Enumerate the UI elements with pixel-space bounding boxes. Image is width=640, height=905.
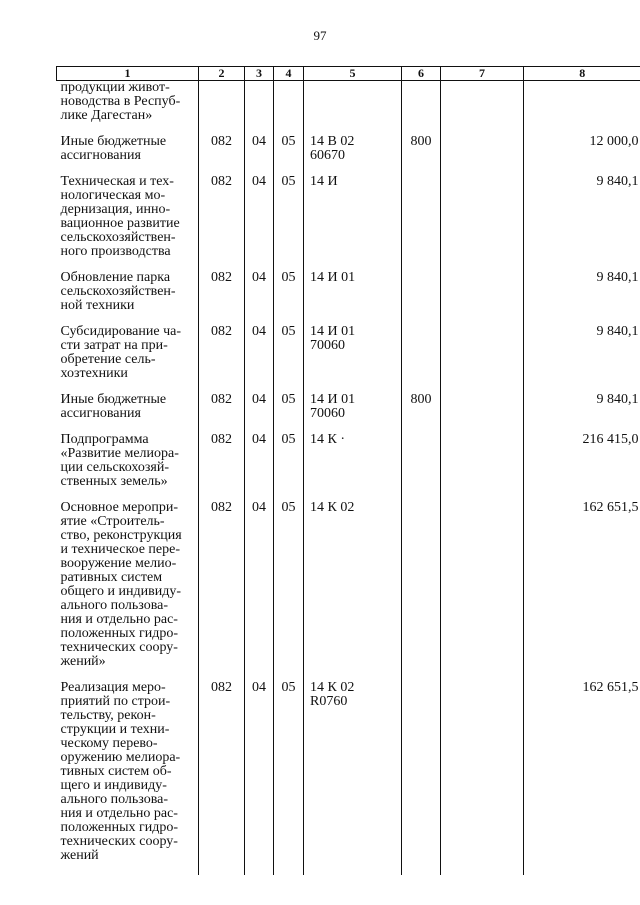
expense-type-code	[402, 433, 441, 489]
page-number: 97	[313, 28, 327, 43]
amount-value: 9 840,1	[524, 393, 640, 421]
subsection-code: 05	[274, 175, 304, 259]
column-7-value	[441, 135, 524, 163]
section-code: 04	[245, 393, 274, 421]
column-header: 1	[57, 67, 199, 81]
column-7-value	[441, 271, 524, 313]
subsection-code: 05	[274, 433, 304, 489]
spacer-cell	[274, 863, 304, 875]
target-article-code: 14 К ·	[304, 433, 402, 489]
ministry-code: 082	[199, 681, 245, 863]
spacer-cell	[402, 863, 441, 875]
spacer-cell	[402, 313, 441, 325]
table-row	[57, 681, 640, 863]
column-header: 3	[245, 67, 274, 81]
amount-value: 216 415,0	[524, 433, 640, 489]
table-row	[57, 271, 640, 313]
expense-type-code	[402, 271, 441, 313]
row-name: Иные бюджетные ассигнования	[57, 135, 199, 163]
ministry-code: 082	[199, 271, 245, 313]
spacer-cell	[402, 259, 441, 271]
subsection-code	[274, 81, 304, 124]
row-spacer	[57, 863, 640, 875]
spacer-cell	[402, 669, 441, 681]
ministry-code	[199, 81, 245, 124]
ministry-code: 082	[199, 393, 245, 421]
spacer-cell	[441, 381, 524, 393]
ministry-code: 082	[199, 325, 245, 381]
row-name: продукции живот- новодства в Респуб- лике Дагестан»	[57, 81, 199, 124]
expense-type-code	[402, 175, 441, 259]
expense-type-code	[402, 81, 441, 124]
spacer-cell	[402, 421, 441, 433]
row-name: Подпрограмма «Развитие мелиора- ции сельскохозяй- ственных земель»	[57, 433, 199, 489]
row-name: Субсидирование ча- сти затрат на при- обретение сель- хозтехники	[57, 325, 199, 381]
column-header: 7	[441, 67, 524, 81]
section-code: 04	[245, 681, 274, 863]
spacer-cell	[441, 163, 524, 175]
column-7-value	[441, 433, 524, 489]
row-name: Реализация меро- приятий по строи- тельству, рекон- струкции и техни- ческому перево- оружению мелиора- тивных систем об- щего и индивиду- ального пользова- ния и отдельно рас- положенных гидро- технических соору- жений	[57, 681, 199, 863]
column-7-value	[441, 175, 524, 259]
row-name: Основное меропри- ятие «Строитель- ство, реконструкция и техническое пере- вооружение мелио- ративных систем общего и индивиду- ального пользова- ния и отдельно рас- положенных гидро- технических соору- жений»	[57, 501, 199, 669]
section-code: 04	[245, 325, 274, 381]
spacer-cell	[441, 669, 524, 681]
spacer-cell	[441, 313, 524, 325]
header-row	[57, 67, 640, 81]
table-body	[57, 81, 640, 876]
spacer-cell	[441, 123, 524, 135]
amount-value: 9 840,1	[524, 271, 640, 313]
section-code: 04	[245, 433, 274, 489]
expense-type-code	[402, 325, 441, 381]
table-row	[57, 175, 640, 259]
expense-type-code	[402, 501, 441, 669]
target-article-code: 14 В 02 60670	[304, 135, 402, 163]
row-name: Иные бюджетные ассигнования	[57, 393, 199, 421]
subsection-code: 05	[274, 501, 304, 669]
spacer-cell	[402, 489, 441, 501]
column-7-value	[441, 325, 524, 381]
spacer-cell	[57, 863, 199, 875]
target-article-code: 14 К 02	[304, 501, 402, 669]
row-name: Техническая и тех- нологическая мо- дернизация, инно- вационное развитие сельскохозяйствен- ного производства	[57, 175, 199, 259]
amount-value: 9 840,1	[524, 175, 640, 259]
column-7-value	[441, 681, 524, 863]
spacer-cell	[524, 863, 640, 875]
target-article-code: 14 К 02 R0760	[304, 681, 402, 863]
section-code: 04	[245, 135, 274, 163]
column-7-value	[441, 81, 524, 124]
spacer-cell	[245, 863, 274, 875]
subsection-code: 05	[274, 271, 304, 313]
ministry-code: 082	[199, 135, 245, 163]
spacer-cell	[441, 421, 524, 433]
spacer-cell	[441, 489, 524, 501]
subsection-code: 05	[274, 393, 304, 421]
column-header: 5	[304, 67, 402, 81]
ministry-code: 082	[199, 175, 245, 259]
section-code: 04	[245, 271, 274, 313]
row-name: Обновление парка сельскохозяйствен- ной техники	[57, 271, 199, 313]
spacer-cell	[199, 863, 245, 875]
ministry-code: 082	[199, 501, 245, 669]
section-code: 04	[245, 501, 274, 669]
spacer-cell	[402, 163, 441, 175]
column-header: 2	[199, 67, 245, 81]
amount-value	[524, 81, 640, 124]
column-header: 8	[524, 67, 640, 81]
ministry-code: 082	[199, 433, 245, 489]
subsection-code: 05	[274, 325, 304, 381]
column-header: 4	[274, 67, 304, 81]
section-code	[245, 81, 274, 124]
table-row	[57, 501, 640, 669]
subsection-code: 05	[274, 681, 304, 863]
table-row	[57, 393, 640, 421]
target-article-code: 14 И 01	[304, 271, 402, 313]
target-article-code: 14 И	[304, 175, 402, 259]
expense-type-code: 800	[402, 135, 441, 163]
amount-value: 162 651,5	[524, 501, 640, 669]
expense-type-code	[402, 681, 441, 863]
column-header: 6	[402, 67, 441, 81]
spacer-cell	[304, 863, 402, 875]
table-row	[57, 325, 640, 381]
amount-value: 9 840,1	[524, 325, 640, 381]
target-article-code: 14 И 01 70060	[304, 393, 402, 421]
column-7-value	[441, 501, 524, 669]
table-row	[57, 135, 640, 163]
expense-type-code: 800	[402, 393, 441, 421]
table-row	[57, 433, 640, 489]
subsection-code: 05	[274, 135, 304, 163]
spacer-cell	[441, 863, 524, 875]
amount-value: 12 000,0	[524, 135, 640, 163]
budget-table	[56, 66, 640, 875]
column-7-value	[441, 393, 524, 421]
amount-value: 162 651,5	[524, 681, 640, 863]
target-article-code: 14 И 01 70060	[304, 325, 402, 381]
spacer-cell	[441, 259, 524, 271]
section-code: 04	[245, 175, 274, 259]
target-article-code	[304, 81, 402, 124]
table-row	[57, 81, 640, 124]
